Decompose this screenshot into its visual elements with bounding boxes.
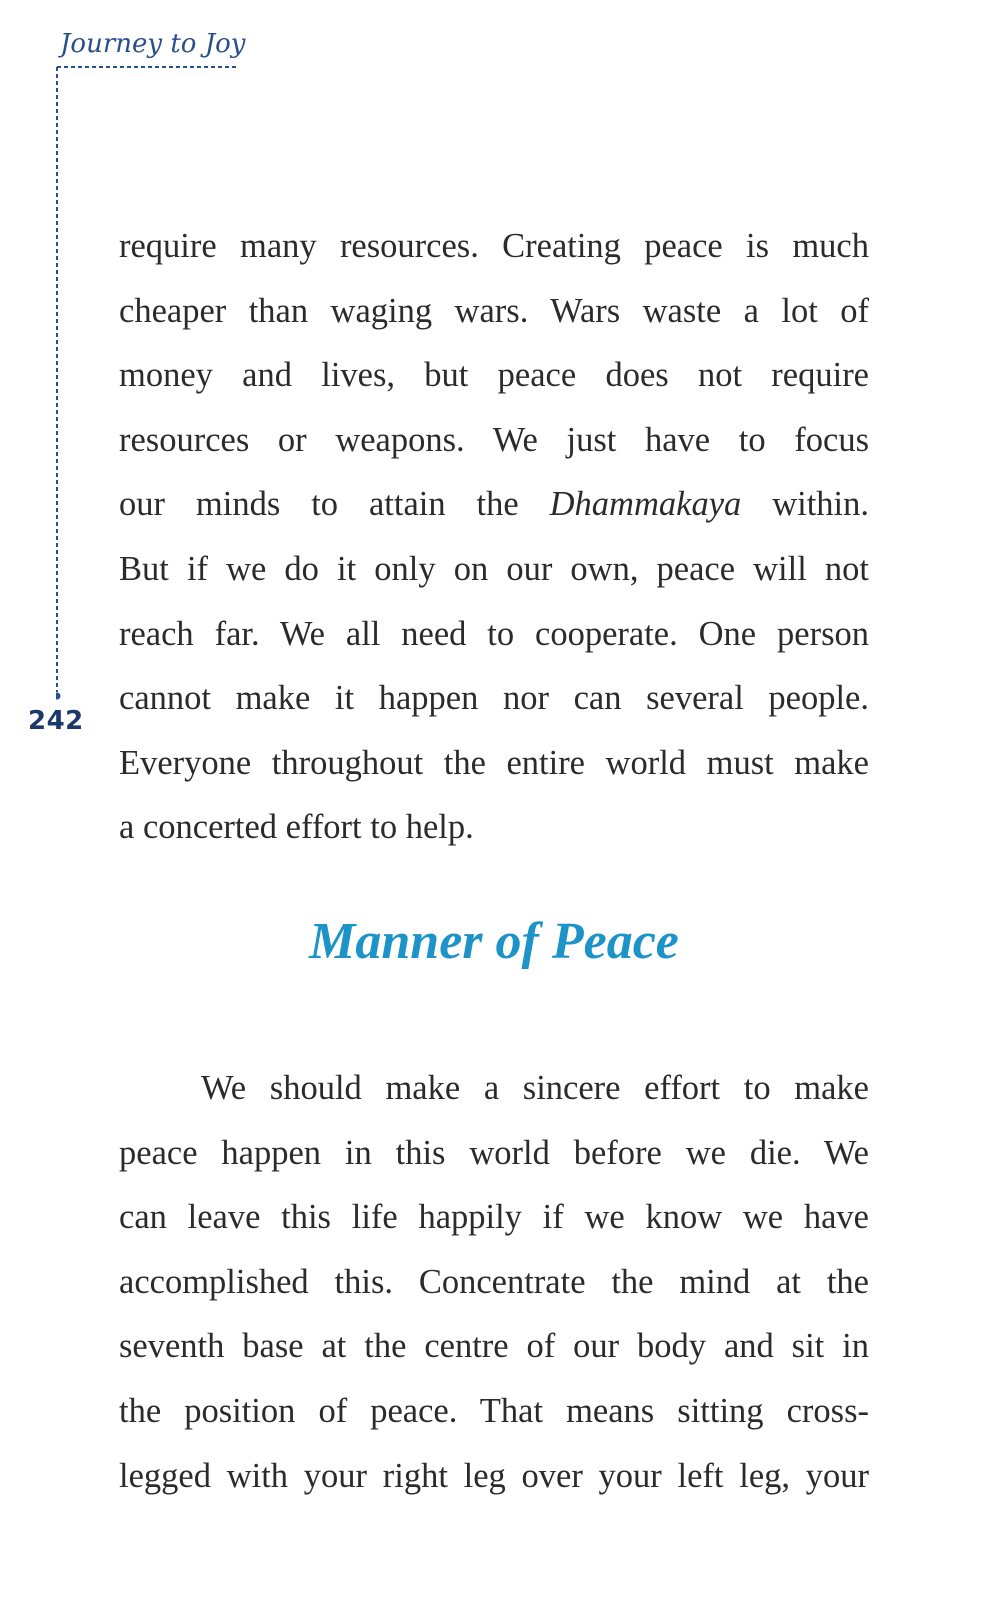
text-line: But if we do it only on our own, peace will not xyxy=(119,549,869,588)
text-line: resources or weapons. We just have to focus xyxy=(119,420,869,459)
emphasized-term: Dhammakaya xyxy=(549,485,742,524)
text-line: money and lives, but peace does not require xyxy=(119,356,869,395)
text-line: legged with your right leg over your left leg, your xyxy=(119,1456,869,1495)
text-line: peace happen in this world before we die. We xyxy=(119,1133,869,1172)
text-line: seventh base at the centre of our body and sit in xyxy=(119,1327,869,1366)
text-line: the position of peace. That means sitting cross- xyxy=(119,1391,869,1430)
text-line: cannot make it happen nor can several people. xyxy=(119,679,869,718)
page-number: 242 xyxy=(28,706,84,736)
section-heading: Manner of Peace xyxy=(309,913,679,970)
text-line: a concerted effort to help. xyxy=(119,808,474,847)
text-line: We should make a sincere effort to make xyxy=(201,1069,869,1107)
text-line: Everyone throughout the entire world must make xyxy=(119,743,869,782)
text-line: reach far. We all need to cooperate. One person xyxy=(119,614,869,653)
text-fragment: our minds to attain the xyxy=(119,485,550,524)
text-line: require many resources. Creating peace is much xyxy=(119,227,869,265)
paragraph-continued xyxy=(119,214,869,860)
running-header-text: Journey to Joy xyxy=(60,29,246,59)
text-line-with-emphasis xyxy=(119,472,869,537)
text-line: can leave this life happily if we know we have xyxy=(119,1198,869,1237)
text-line: cheaper than waging wars. Wars waste a lot of xyxy=(119,291,869,330)
text-fragment: within. xyxy=(741,485,869,524)
paragraph xyxy=(119,1056,869,1508)
text-line: accomplished this. Concentrate the mind at the xyxy=(119,1262,869,1301)
